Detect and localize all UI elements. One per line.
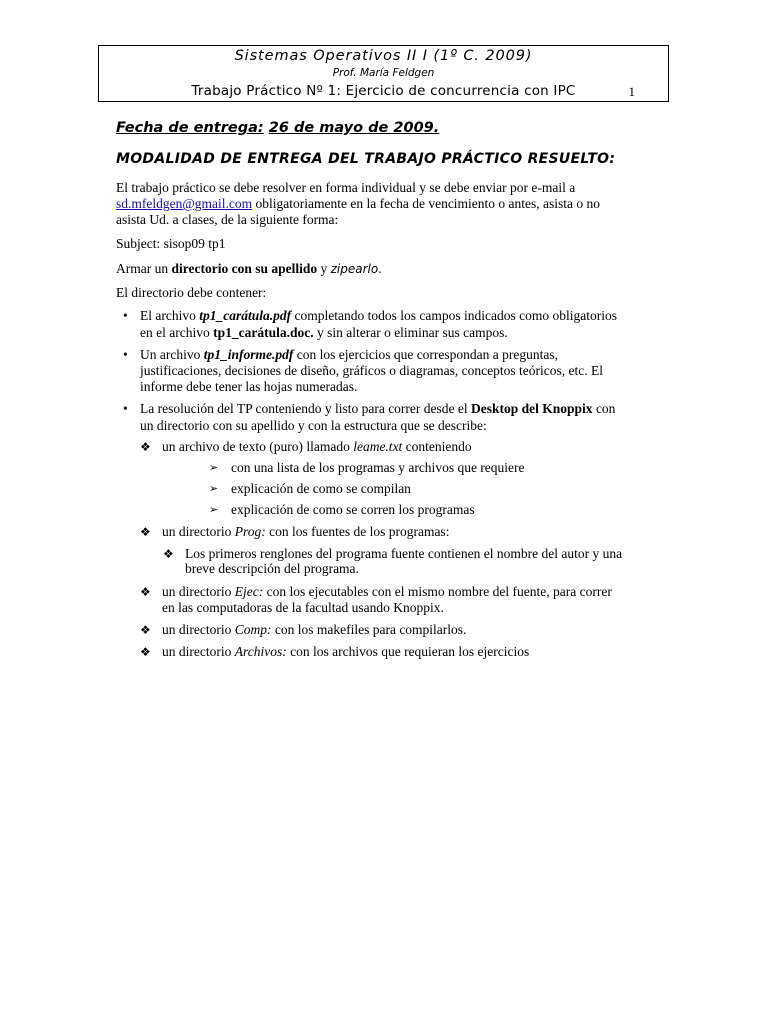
prog-sub-line-2: breve descripción del programa.	[185, 561, 359, 576]
bullet-2-line-2: justificaciones, decisiones de diseño, gráficos o diagramas, conceptos teóricos, etc. El	[140, 363, 603, 378]
bullet-3-line-2: un directorio con su apellido y con la estructura que se describe:	[140, 418, 487, 433]
arrow-bullet-icon: ➢	[209, 503, 219, 516]
intro-line-3: asista Ud. a clases, de la siguiente forma:	[116, 212, 339, 227]
email-link[interactable]: sd.mfeldgen@gmail.com	[116, 196, 253, 211]
diamond-bullet-icon: ❖	[140, 645, 151, 659]
prog-sub-line-1: Los primeros renglones del programa fuente contienen el nombre del autor y una	[185, 546, 623, 561]
bullet-2-line-1: Un archivo tp1_informe.pdf con los ejercicios que correspondan a preguntas,	[140, 347, 559, 362]
diamond-bullet-icon: ❖	[140, 440, 151, 454]
archivos-dir-item: un directorio Archivos: con los archivos que requieran los ejercicios	[162, 644, 530, 659]
due-date-value: 26 de mayo de 2009.	[268, 120, 440, 136]
page-number: 1	[628, 84, 635, 99]
bullet-dot-icon: •	[123, 308, 128, 323]
diamond-bullet-icon: ❖	[163, 547, 174, 561]
subject-line: Subject: sisop09 tp1	[116, 236, 226, 251]
ejec-dir-item: un directorio Ejec: con los ejecutables con el mismo nombre del fuente, para correr	[162, 584, 612, 599]
armar-line: Armar un directorio con su apellido y zipearlo.	[116, 261, 382, 276]
due-date	[116, 120, 439, 136]
comp-dir-item: un directorio Comp: con los makefiles para compilarlos.	[162, 622, 467, 637]
arrow-bullet-icon: ➢	[209, 461, 219, 474]
diamond-bullet-icon: ❖	[140, 623, 151, 637]
assignment-title: Trabajo Práctico Nº 1: Ejercicio de concurrencia con IPC	[191, 83, 576, 99]
readme-sub-item-1: con una lista de los programas y archivos que requiere	[231, 460, 525, 475]
bullet-3-line-1: La resolución del TP conteniendo y listo para correr desde el Desktop del Knoppix con	[140, 401, 616, 416]
course-title: Sistemas Operativos II I (1º C. 2009)	[234, 48, 533, 64]
header-box	[98, 45, 669, 102]
bullet-2-line-3: informe debe tener las hojas numeradas.	[140, 379, 358, 394]
readme-item: un archivo de texto (puro) llamado leame.txt conteniendo	[162, 439, 472, 454]
ejec-dir-line-2: en las computadoras de la facultad usando Knoppix.	[162, 600, 444, 615]
arrow-bullet-icon: ➢	[209, 482, 219, 495]
prog-dir-item: un directorio Prog: con los fuentes de los programas:	[162, 524, 450, 539]
readme-sub-item-2: explicación de como se compilan	[231, 481, 411, 496]
bullet-dot-icon: •	[123, 401, 128, 416]
diamond-bullet-icon: ❖	[140, 585, 151, 599]
diamond-bullet-icon: ❖	[140, 525, 151, 539]
intro-line-1: El trabajo práctico se debe resolver en forma individual y se debe enviar por e-mail a	[116, 180, 576, 195]
intro-line-2: sd.mfeldgen@gmail.com obligatoriamente en la fecha de vencimiento o antes, asista o no	[116, 196, 601, 211]
bullet-dot-icon: •	[123, 347, 128, 362]
directory-intro: El directorio debe contener:	[116, 285, 267, 300]
professor-name: Prof. María Feldgen	[332, 67, 435, 79]
readme-sub-item-3: explicación de como se corren los programas	[231, 502, 475, 517]
bullet-1-line-1: El archivo tp1_carátula.pdf completando todos los campos indicados como obligatorios	[140, 308, 617, 323]
modality-heading: MODALIDAD DE ENTREGA DEL TRABAJO PRÁCTICO RESUELTO:	[116, 151, 616, 167]
due-label: Fecha de entrega:	[116, 120, 264, 136]
bullet-1-line-2: en el archivo tp1_carátula.doc. y sin alterar o eliminar sus campos.	[140, 325, 508, 340]
